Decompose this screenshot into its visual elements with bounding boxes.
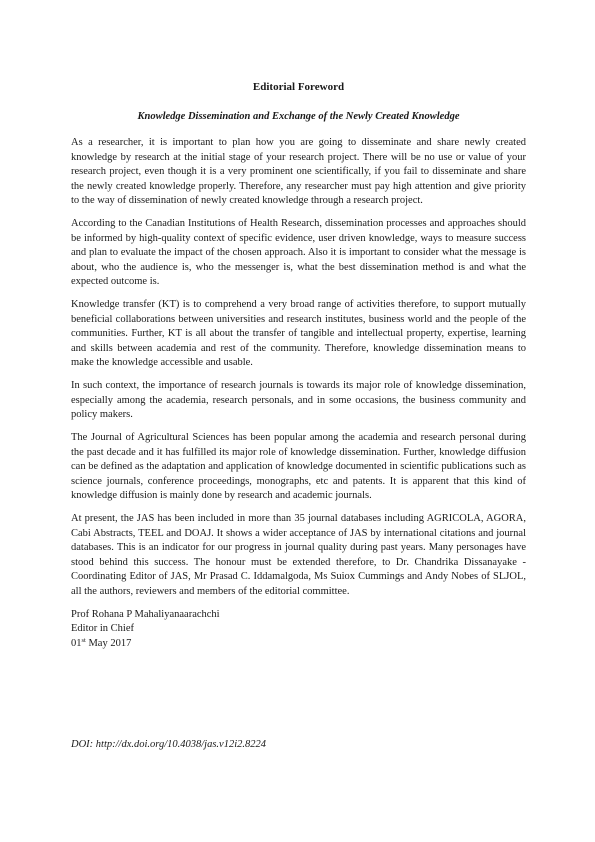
body-paragraph: In such context, the importance of research journals is towards its major role of knowledge dissemination, especially among the academia, research personals, and in some occasions, the business community and policy makers.: [71, 380, 526, 420]
author-role: Editor in Chief: [71, 623, 134, 634]
article-subtitle: Knowledge Dissemination and Exchange of the Newly Created Knowledge: [137, 111, 460, 122]
body-paragraph: The Journal of Agricultural Sciences has been popular among the academia and research personal during the past decade and it has fulfilled its major role of knowledge dissemination. Further, knowledge diffusion can be defined as the adaptation and application of knowledge documented in scientific publications such as science journals, conference proceedings, monographs, etc and patents. It is apparent that this kind of knowledge diffusion is mainly done by research and academic journals.: [71, 432, 526, 501]
page-title: Editorial Foreword: [252, 81, 345, 93]
body-paragraph: Knowledge transfer (KT) is to comprehend a very broad range of activities therefore, to support mutually beneficial collaborations between universities and research institutes, business world and the people of the communities. Further, KT is all about the transfer of tangible and intellectual property, expertise, learning and skills between academia and rest of the community. Therefore, knowledge dissemination means to make the knowledge accessible and usable.: [71, 299, 526, 368]
body-paragraph: As a researcher, it is important to plan how you are going to disseminate and share newly created knowledge by research at the initial stage of your research project. There will be no use or value of your research project, even though it is a very prominent one scientifically, if you fail to disseminate and share the newly created knowledge properly. Therefore, any researcher must pay high attention and give priority to the way of dissemination of newly created knowledge through a research project.: [71, 137, 526, 206]
publication-date: [71, 637, 526, 652]
body-paragraph: At present, the JAS has been included in more than 35 journal databases including AGRICOLA, AGORA, Cabi Abstracts, TEEL and DOAJ. It shows a wider acceptance of JAS by international citations and journal databases. This is an indicator for our progress in journal quality during past years. Many personages have stood behind this success. The honour must be extended therefore, to Dr. Chandrika Dissanayake - Coordinating Editor of JAS, Mr Prasad C. Iddamalgoda, Ms Suiox Cummings and Andy Nobes of SLJOL, all the authors, reviewers and members of the editorial committee.: [71, 513, 526, 597]
date-day: 01: [71, 637, 82, 649]
date-rest: May 2017: [85, 637, 132, 649]
signature-block: [71, 608, 526, 652]
date-suffix: st: [81, 636, 86, 644]
editorial-page: [71, 80, 526, 651]
doi-link[interactable]: DOI: http://dx.doi.org/10.4038/jas.v12i2.8224: [71, 739, 267, 750]
body-paragraph: According to the Canadian Institutions of Health Research, dissemination processes and approaches should be informed by high-quality context of specific evidence, user driven knowledge, ways to measure success and plan to evaluate the impact of the chosen approach. Also it is important to consider what the message is about, who the audience is, who the messenger is, what the best dissemination method is and what the expected outcome is.: [71, 218, 526, 287]
author-name: Prof Rohana P Mahaliyanaarachchi: [71, 608, 220, 620]
